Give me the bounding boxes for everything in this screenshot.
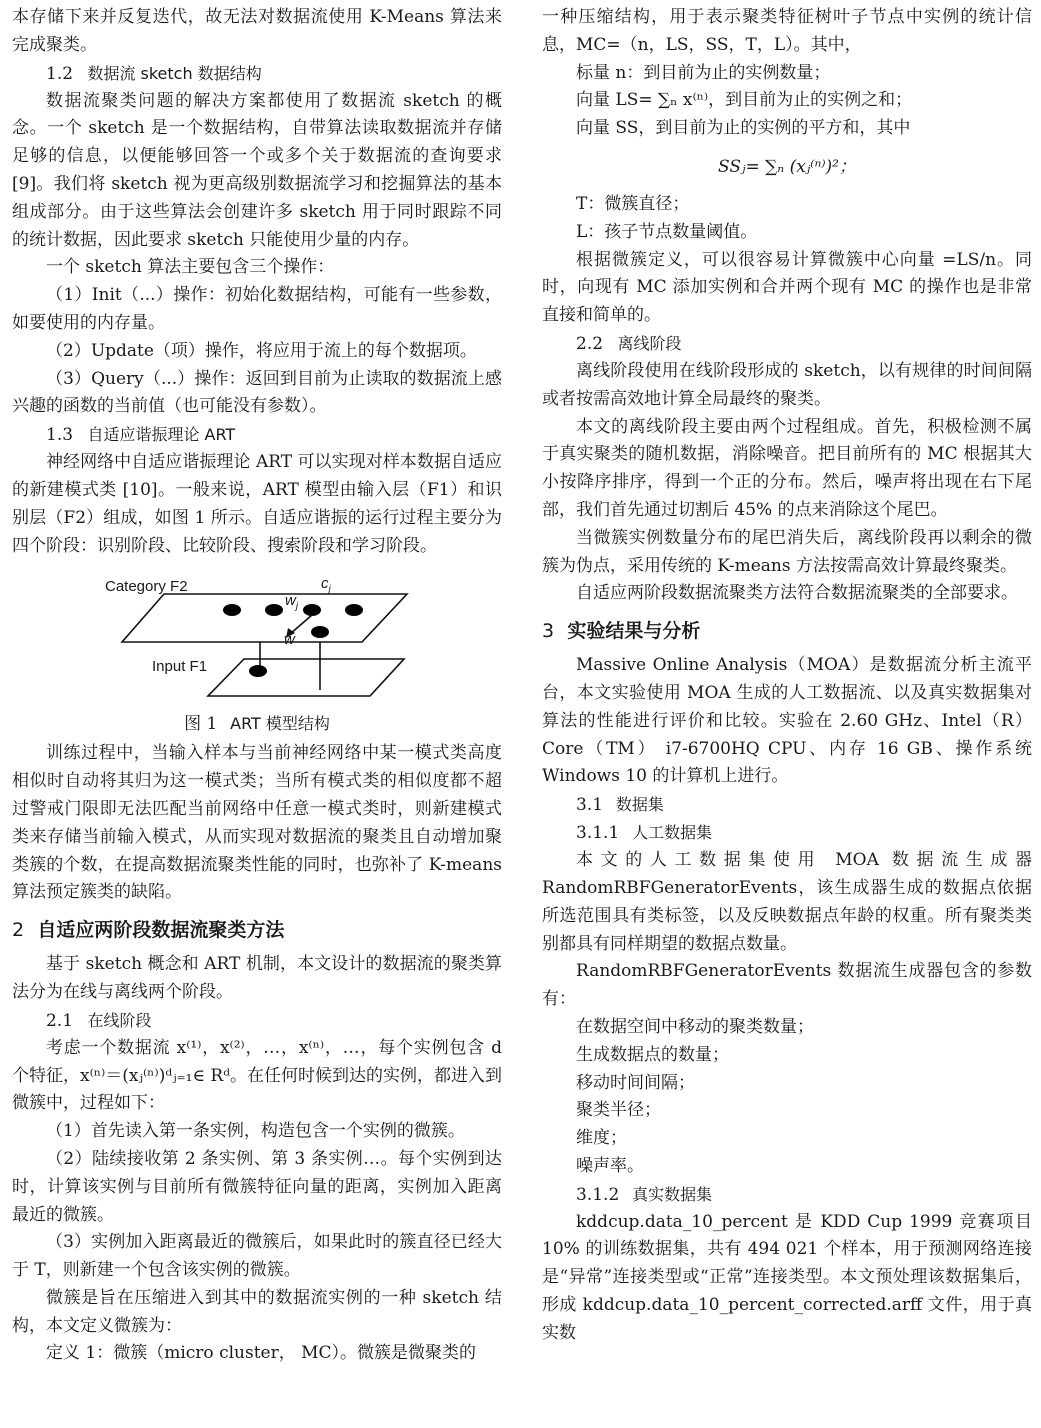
parameter-list-item: 在数据空间中移动的聚类数量； (576, 1016, 814, 1037)
paragraph: 神经网络中自适应谐振理论 ART 可以实现对样本数据自适应的新建模式类 [10]。一般来说，ART 模型由输入层（F1）和识别层（F2）组成，如图 1 所示。自适应谐振的运行过程主要分为四个阶段：识别阶段、比较阶段、搜索阶段和学习阶段。 (12, 452, 502, 556)
f2-node (265, 604, 283, 616)
parameter-list-item: 聚类半径； (576, 1100, 661, 1121)
definition-item: T：微簇直径； (576, 193, 690, 214)
section-heading-3: 3 实验结果与分析 (542, 620, 701, 643)
list-item: （2）Update（项）操作，将应用于流上的每个数据项。 (46, 340, 477, 361)
paragraph: kddcup.data_10_percent 是 KDD Cup 1999 竞赛项目 10% 的训练数据集，共有 494 021 个样本，用于预测网络连接是“异常”连接类型或“正常”连接类型。本文预处理该数据集后，形成 kddcup.data_10_percent_corrected.arff 文件，用于真实数 (542, 1211, 1032, 1343)
figure-caption: 图 1 ART 模型结构 (184, 714, 330, 735)
paragraph: 本文的人工数据集使用 MOA 数据流生成器 RandomRBFGeneratorEvents，该生成器生成的数据点依据所选范围具有类标签，以及反映数据点年龄的权重。所有聚类类别都具有同样期望的数据点数量。 (542, 850, 1032, 954)
paragraph: Massive Online Analysis（MOA）是数据流分析主流平台，本文实验使用 MOA 生成的人工数据流、以及真实数据集对算法的性能进行评价和比较。实验在 2.60 GHz、Intel（R） Core（TM） i7-6700HQ CPU、内存 16 GB、操作系统 Windows 10 的计算机上进行。 (542, 655, 1032, 787)
definition-item: 向量 SS，到目前为止的实例的平方和，其中 (576, 118, 911, 139)
parameter-list-item: 生成数据点的数量； (576, 1044, 729, 1065)
section-heading-1-3: 1.3 自适应谐振理论 ART (46, 425, 236, 446)
section-heading-2-1: 2.1 在线阶段 (46, 1010, 152, 1031)
paragraph: 自适应两阶段数据流聚类方法符合数据流聚类的全部要求。 (576, 583, 1018, 604)
list-item: （2）陆续接收第 2 条实例、第 3 条实例…。每个实例到达时，计算该实例与目前所有微簇特征向量的距离，实例加入距离最近的微簇。 (12, 1148, 502, 1225)
paragraph: 考虑一个数据流 x⁽¹⁾，x⁽²⁾，…，x⁽ⁿ⁾，…，每个实例包含 d 个特征，x⁽ⁿ⁾＝(xⱼ⁽ⁿ⁾)ᵈⱼ₌₁∈ Rᵈ。在任何时候到达的实例，都进入到微簇中，过程如下： (12, 1037, 503, 1114)
paragraph: 基于 sketch 概念和 ART 机制，本文设计的数据流的聚类算法分为在线与离线两个阶段。 (12, 954, 502, 1002)
paragraph: 微簇是旨在压缩进入到其中的数据流实例的一种 sketch 结构，本文定义微簇为： (12, 1287, 502, 1336)
section-heading-3-1: 3.1 数据集 (576, 795, 664, 816)
section-heading-1-2: 1.2 数据流 sketch 数据结构 (46, 63, 262, 84)
f1-layer-plane (208, 659, 404, 696)
equation-ss: SSⱼ= ∑ₙ (xⱼ⁽ⁿ⁾)²； (718, 156, 856, 177)
label-cj: $c_j$ (321, 575, 331, 596)
section-heading-2-2: 2.2 离线阶段 (576, 333, 682, 354)
art-diagram (12, 560, 502, 710)
paragraph: 本文的离线阶段主要由两个过程组成。首先，积极检测不属于真实聚类的随机数据，消除噪音。把目前所有的 MC 根据其大小按降序排序，得到一个正的分布。然后，噪声将出现在右下尾部，我们首先通过切割后 45% 的点来消除这个尾巴。 (542, 416, 1032, 520)
definition-item: L：孩子节点数量阈值。 (576, 221, 758, 242)
paragraph: 离线阶段使用在线阶段形成的 sketch，以有规律的时间间隔或者按需高效地计算全局最终的聚类。 (542, 360, 1032, 409)
list-item: （1）Init（...）操作：初始化数据结构，可能有一些参数，如要使用的内存量。 (12, 285, 502, 333)
paragraph: 训练过程中，当输入样本与当前神经网络中某一模式类高度相似时自动将其归为这一模式类；当所有模式类的相似度都不超过警戒门限即无法匹配当前网络中任意一模式类时，则新建模式类来存储当前输入模式，从而实现对数据流的聚类且自动增加聚类簇的个数，在提高数据流聚类性能的同时，也弥补了 K-means 算法预定簇类的缺陷。 (12, 743, 502, 903)
paragraph: 一个 sketch 算法主要包含三个操作： (46, 257, 335, 278)
paragraph: 根据微簇定义，可以很容易计算微簇中心向量 =LS/n。同时，向现有 MC 添加实例和合并两个现有 MC 的操作也是非常直接和简单的。 (542, 249, 1032, 326)
f1-node (249, 665, 267, 677)
left-column (12, 4, 502, 1368)
paragraph: RandomRBFGeneratorEvents 数据流生成器包含的参数有： (542, 961, 1032, 1010)
label-category-f2: Category F2 (105, 578, 188, 596)
parameter-list-item: 噪声率。 (576, 1155, 644, 1176)
list-item: （3）实例加入距离最近的微簇后，如果此时的簇直径已经大于 T，则新建一个包含该实例的微簇。 (12, 1232, 502, 1281)
definition-item: 标量 n：到目前为止的实例数量； (576, 62, 831, 83)
section-heading-2: 2 自适应两阶段数据流聚类方法 (12, 919, 285, 942)
paragraph: 定义 1：微簇（micro cluster， MC）。微簇是微聚类的 (46, 1343, 477, 1364)
parameter-list-item: 移动时间间隔； (576, 1072, 695, 1093)
f2-node (223, 604, 241, 616)
f2-node (311, 626, 329, 638)
f2-node (303, 604, 321, 616)
section-heading-3-1-2: 3.1.2 真实数据集 (576, 1184, 713, 1205)
right-column (542, 4, 1032, 1348)
paragraph: 数据流聚类问题的解决方案都使用了数据流 sketch 的概念。一个 sketch 是一个数据结构，自带算法读取数据流并存储足够的信息，以便能够回答一个或多个关于数据流的查询要求 [9]。我们将 sketch 视为更高级别数据流学习和挖掘算法的基本组成部分。由于这些算法会创建许多 sketch 用于同时跟踪不同的统计数据，因此要求 sketch 只能使用少量的内存。 (12, 90, 502, 250)
art-model-figure (12, 560, 502, 710)
list-item: （3）Query（...）操作：返回到目前为止读取的数据流上感兴趣的函数的当前值（也可能没有参数）。 (12, 368, 502, 417)
label-wj: $w_j$ (285, 592, 299, 613)
paragraph: 一种压缩结构，用于表示聚类特征树叶子节点中实例的统计信息，MC=（n，LS，SS，T，L）。其中， (542, 7, 1032, 55)
label-w: w (284, 631, 295, 649)
f2-node (345, 604, 363, 616)
parameter-list-item: 维度； (576, 1128, 627, 1149)
label-input-f1: Input F1 (152, 658, 208, 676)
definition-item: 向量 LS= ∑ₙ x⁽ⁿ⁾，到目前为止的实例之和； (576, 90, 913, 111)
paragraph: 本存储下来并反复迭代，故无法对数据流使用 K-Means 算法来完成聚类。 (12, 7, 502, 55)
section-heading-3-1-1: 3.1.1 人工数据集 (576, 823, 713, 844)
list-item: （1）首先读入第一条实例，构造包含一个实例的微簇。 (46, 1121, 465, 1142)
f2-layer-plane (122, 594, 407, 642)
paragraph: 当微簇实例数量分布的尾巴消失后，离线阶段再以剩余的微簇为伪点，采用传统的 K-means 方法按需高效计算最终聚类。 (542, 527, 1032, 576)
